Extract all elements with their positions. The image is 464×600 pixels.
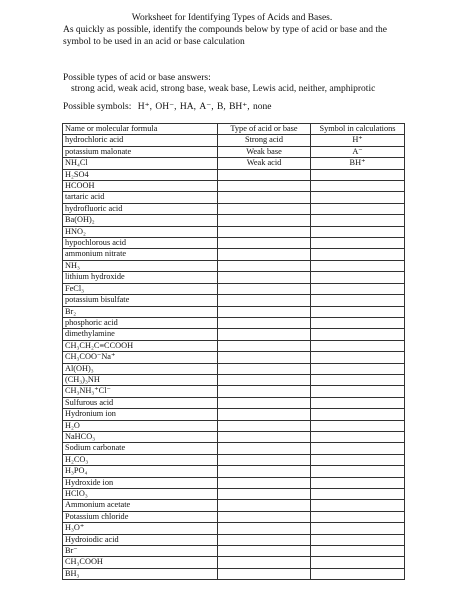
table-row — [63, 169, 405, 180]
cell-type[interactable] — [218, 500, 311, 511]
cell-type[interactable] — [218, 295, 311, 306]
table-row — [63, 215, 405, 226]
table-row — [63, 489, 405, 500]
cell-name[interactable]: BH₃ — [63, 568, 218, 579]
cell-symbol[interactable] — [311, 317, 405, 328]
cell-symbol[interactable] — [311, 489, 405, 500]
table-row — [63, 158, 405, 169]
cell-type[interactable] — [218, 489, 311, 500]
table-row — [63, 272, 405, 283]
table-row — [63, 306, 405, 317]
header-type: Type of acid or base — [218, 124, 311, 135]
cell-type[interactable] — [218, 283, 311, 294]
cell-type[interactable] — [218, 192, 311, 203]
table-row — [63, 238, 405, 249]
table-row — [63, 431, 405, 442]
cell-name[interactable]: Sodium carbonate — [63, 443, 218, 454]
cell-name[interactable]: hypochlorous acid — [63, 238, 218, 249]
table-row — [63, 146, 405, 157]
table-row — [63, 192, 405, 203]
cell-name[interactable]: hydrofluoric acid — [63, 203, 218, 214]
table-row — [63, 317, 405, 328]
cell-symbol[interactable] — [311, 192, 405, 203]
symbol-b: B, — [216, 102, 229, 112]
cell-type[interactable] — [218, 226, 311, 237]
cell-symbol[interactable] — [311, 409, 405, 420]
symbol-h-plus: H⁺, — [137, 102, 155, 112]
cell-type[interactable] — [218, 340, 311, 351]
cell-symbol[interactable] — [311, 431, 405, 442]
cell-name[interactable]: Sulfurous acid — [63, 397, 218, 408]
cell-type[interactable] — [218, 420, 311, 431]
cell-name[interactable]: hydrochloric acid — [63, 135, 218, 146]
cell-name[interactable]: lithium hydroxide — [63, 272, 218, 283]
table-row — [63, 477, 405, 488]
cell-symbol[interactable] — [311, 511, 405, 522]
table-row — [63, 443, 405, 454]
cell-symbol[interactable] — [311, 546, 405, 557]
table-row — [63, 546, 405, 557]
cell-type[interactable] — [218, 238, 311, 249]
cell-symbol[interactable]: BH⁺ — [311, 158, 405, 169]
cell-type[interactable] — [218, 169, 311, 180]
table-row — [63, 295, 405, 306]
table-row — [63, 363, 405, 374]
cell-type[interactable] — [218, 443, 311, 454]
table-row — [63, 340, 405, 351]
cell-type[interactable]: Strong acid — [218, 135, 311, 146]
symbol-bh-plus: BH⁺, — [229, 102, 253, 112]
cell-symbol[interactable] — [311, 295, 405, 306]
table-row — [63, 249, 405, 260]
table-row — [63, 260, 405, 271]
symbol-oh-minus: OH⁻, — [155, 102, 179, 112]
cell-name[interactable]: H₃O⁺ — [63, 523, 218, 534]
table-row — [63, 283, 405, 294]
cell-symbol[interactable] — [311, 397, 405, 408]
table-row — [63, 523, 405, 534]
cell-name[interactable]: phosphoric acid — [63, 317, 218, 328]
table-row — [63, 534, 405, 545]
cell-symbol[interactable]: A⁻ — [311, 146, 405, 157]
cell-name[interactable]: HClO₃ — [63, 489, 218, 500]
cell-type[interactable] — [218, 386, 311, 397]
cell-name[interactable]: Br⁻ — [63, 546, 218, 557]
cell-type[interactable] — [218, 466, 311, 477]
cell-name[interactable]: NH₃ — [63, 260, 218, 271]
cell-name[interactable]: Hydroxide ion — [63, 477, 218, 488]
cell-symbol[interactable] — [311, 169, 405, 180]
cell-name[interactable]: ammonium nitrate — [63, 249, 218, 260]
table-row — [63, 374, 405, 385]
cell-name[interactable]: NH₄Cl — [63, 158, 218, 169]
cell-type[interactable] — [218, 249, 311, 260]
cell-type[interactable] — [218, 203, 311, 214]
cell-symbol[interactable]: H⁺ — [311, 135, 405, 146]
cell-symbol[interactable] — [311, 443, 405, 454]
cell-symbol[interactable] — [311, 454, 405, 465]
cell-name[interactable]: Br₂ — [63, 306, 218, 317]
table-row — [63, 466, 405, 477]
cell-name[interactable]: potassium malonate — [63, 146, 218, 157]
types-list: strong acid, weak acid, strong base, weak base, Lewis acid, neither, amphiprotic — [71, 84, 376, 94]
cell-name[interactable]: Al(OH)₃ — [63, 363, 218, 374]
table-row — [63, 329, 405, 340]
table-row — [63, 500, 405, 511]
cell-symbol[interactable] — [311, 215, 405, 226]
worksheet-title: Worksheet for Identifying Types of Acids and Bases. — [131, 13, 333, 23]
cell-symbol[interactable] — [311, 420, 405, 431]
cell-name[interactable]: H₂SO4 — [63, 169, 218, 180]
cell-symbol[interactable] — [311, 340, 405, 351]
cell-symbol[interactable] — [311, 534, 405, 545]
cell-name[interactable]: FeCl₃ — [63, 283, 218, 294]
table-row — [63, 135, 405, 146]
cell-type[interactable] — [218, 534, 311, 545]
cell-type[interactable] — [218, 329, 311, 340]
cell-type[interactable] — [218, 397, 311, 408]
cell-name[interactable]: potassium bisulfate — [63, 295, 218, 306]
cell-name[interactable]: dimethylamine — [63, 329, 218, 340]
cell-type[interactable] — [218, 409, 311, 420]
cell-symbol[interactable] — [311, 203, 405, 214]
symbols-line — [63, 102, 273, 113]
cell-name[interactable]: Potassium chloride — [63, 511, 218, 522]
cell-name[interactable]: H₃PO₄ — [63, 466, 218, 477]
cell-type[interactable] — [218, 431, 311, 442]
table-row — [63, 420, 405, 431]
table-row — [63, 226, 405, 237]
acid-base-table — [62, 123, 405, 580]
cell-type[interactable] — [218, 272, 311, 283]
symbols-label: Possible symbols: — [63, 102, 132, 112]
cell-name[interactable]: Ammonium acetate — [63, 500, 218, 511]
cell-type[interactable] — [218, 260, 311, 271]
cell-name[interactable]: Hydronium ion — [63, 409, 218, 420]
cell-symbol[interactable] — [311, 568, 405, 579]
cell-symbol[interactable] — [311, 500, 405, 511]
cell-symbol[interactable] — [311, 374, 405, 385]
symbol-a-minus: A⁻, — [199, 102, 216, 112]
cell-name[interactable]: CH₃NH₃⁺Cl⁻ — [63, 386, 218, 397]
table-row — [63, 568, 405, 579]
cell-type[interactable] — [218, 181, 311, 192]
table-row — [63, 386, 405, 397]
cell-type[interactable] — [218, 306, 311, 317]
cell-symbol[interactable] — [311, 260, 405, 271]
types-label: Possible types of acid or base answers: — [63, 73, 211, 83]
cell-name[interactable]: CH₃COOH — [63, 557, 218, 568]
cell-type[interactable] — [218, 352, 311, 363]
cell-type[interactable] — [218, 454, 311, 465]
cell-name[interactable]: Hydroiodic acid — [63, 534, 218, 545]
cell-symbol[interactable] — [311, 477, 405, 488]
cell-symbol[interactable] — [311, 352, 405, 363]
cell-symbol[interactable] — [311, 249, 405, 260]
cell-type[interactable] — [218, 363, 311, 374]
table-row — [63, 181, 405, 192]
cell-name[interactable]: CH₃CH₂C≡CCOOH — [63, 340, 218, 351]
cell-type[interactable] — [218, 511, 311, 522]
cell-symbol[interactable] — [311, 181, 405, 192]
cell-symbol[interactable] — [311, 272, 405, 283]
cell-symbol[interactable] — [311, 363, 405, 374]
cell-type[interactable] — [218, 523, 311, 534]
table-row — [63, 352, 405, 363]
table-row — [63, 397, 405, 408]
cell-type[interactable] — [218, 317, 311, 328]
cell-symbol[interactable] — [311, 466, 405, 477]
cell-symbol[interactable] — [311, 386, 405, 397]
cell-name[interactable]: HCOOH — [63, 181, 218, 192]
table-row — [63, 454, 405, 465]
cell-symbol[interactable] — [311, 238, 405, 249]
cell-name[interactable]: (CH₃)₃NH — [63, 374, 218, 385]
cell-name[interactable]: H₂O — [63, 420, 218, 431]
cell-name[interactable]: CH₃COO⁻Na⁺ — [63, 352, 218, 363]
cell-type[interactable] — [218, 215, 311, 226]
cell-symbol[interactable] — [311, 523, 405, 534]
table-row — [63, 557, 405, 568]
header-symbol: Symbol in calculations — [311, 124, 405, 135]
table-row — [63, 511, 405, 522]
symbol-ha: HA, — [179, 102, 199, 112]
symbol-none: none — [253, 102, 272, 112]
table-row — [63, 409, 405, 420]
cell-type[interactable] — [218, 546, 311, 557]
cell-type[interactable]: Weak base — [218, 146, 311, 157]
cell-symbol[interactable] — [311, 557, 405, 568]
cell-symbol[interactable] — [311, 306, 405, 317]
cell-name[interactable]: NaHCO₃ — [63, 431, 218, 442]
cell-name[interactable]: tartaric acid — [63, 192, 218, 203]
table-row — [63, 203, 405, 214]
cell-symbol[interactable] — [311, 226, 405, 237]
cell-type[interactable] — [218, 477, 311, 488]
cell-name[interactable]: HNO₂ — [63, 226, 218, 237]
cell-symbol[interactable] — [311, 283, 405, 294]
cell-type[interactable] — [218, 568, 311, 579]
cell-name[interactable]: H₂CO₃ — [63, 454, 218, 465]
table-header-row — [63, 124, 405, 135]
cell-type[interactable] — [218, 374, 311, 385]
cell-type[interactable]: Weak acid — [218, 158, 311, 169]
worksheet-instructions: As quickly as possible, identify the compounds below by type of acid or base and the symbol to be used in an acid or base calculation — [63, 25, 387, 47]
cell-symbol[interactable] — [311, 329, 405, 340]
header-name: Name or molecular formula — [63, 124, 218, 135]
cell-name[interactable]: Ba(OH)₂ — [63, 215, 218, 226]
cell-type[interactable] — [218, 557, 311, 568]
